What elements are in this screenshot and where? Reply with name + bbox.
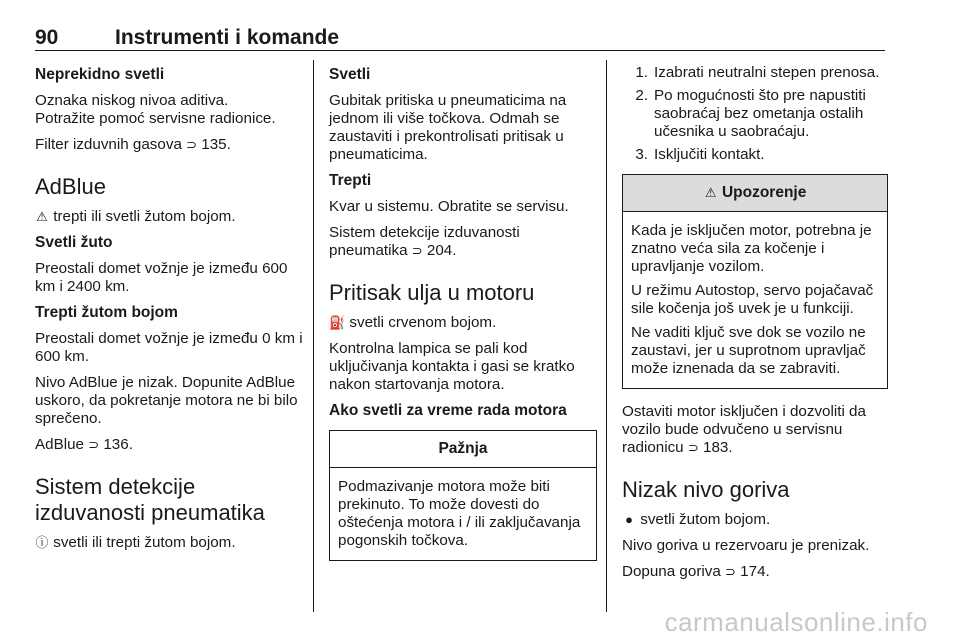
text-adblue-ref: AdBlue	[35, 436, 84, 453]
cross-reference-icon: ⊃	[88, 437, 100, 452]
cross-reference-icon: ⊃	[725, 564, 736, 579]
list-item	[622, 146, 888, 164]
step-number: 3.	[635, 146, 648, 163]
paragraph-blink-yellow-2: Nivo AdBlue je nizak. Dopunite AdBlue uskoro, da pokretanje motora ne bi bilo sprečeno.	[35, 374, 298, 427]
step-text: Izabrati neutralni stepen prenosa.	[654, 64, 880, 81]
adblue-warning-icon: ⚠	[36, 209, 48, 224]
text-tow: Ostaviti motor isključen i dozvoliti da vozilo bude odvučeno u servisnu radionicu	[622, 403, 866, 456]
notice-text: Podmazivanje motora može biti prekinuto. To može dovesti do oštećenja motora i / ili zaključavanja pogonskih točkova.	[338, 478, 581, 549]
warning-box	[622, 174, 888, 389]
paragraph-tpms-intro	[35, 534, 303, 552]
paragraph-fuel-1: Nivo goriva u rezervoaru je prenizak.	[622, 537, 870, 554]
link-page-183[interactable]: 183.	[703, 439, 733, 456]
steps-list	[622, 64, 888, 164]
step-text: Po mogućnosti što pre napustiti saobraćaj bez ometanja ostalih učesnika u saobraćaju.	[654, 87, 866, 140]
list-item	[622, 87, 888, 141]
text-exhaust-filter: Filter izduvnih gasova	[35, 136, 182, 153]
section-title-low-fuel: Nizak nivo goriva	[622, 477, 790, 502]
cross-reference-icon: ⊃	[411, 243, 423, 258]
paragraph-tow	[622, 403, 888, 457]
paragraph-fuel-intro	[622, 511, 888, 529]
warning-heading	[623, 175, 887, 212]
heading-blinks: Trepti	[329, 172, 372, 189]
paragraph-oil-intro	[329, 314, 597, 332]
step-number: 2.	[635, 87, 648, 104]
paragraph-blink-yellow-1: Preostali domet vožnje je između 0 km i 600 km.	[35, 330, 303, 365]
paragraph-lit-yellow: Preostali domet vožnje je između 600 km i 2400 km.	[35, 260, 288, 295]
page-number: 90	[35, 26, 59, 49]
warning-text-2: U režimu Autostop, servo pojačavač sile kočenja još uvek je u funkciji.	[631, 282, 874, 317]
heading-oil-while-running: Ako svetli za vreme rada motora	[329, 402, 567, 419]
oil-can-icon: ⛽	[329, 315, 346, 330]
column-3	[622, 60, 888, 589]
paragraph-blinks-1: Kvar u sistemu. Obratite se servisu.	[329, 198, 569, 215]
notice-body	[330, 468, 596, 560]
chapter-title: Instrumenti i komande	[115, 26, 340, 49]
warning-text-3: Ne vaditi ključ sve dok se vozilo ne zaustavi, jer u suprotnom upravljač može iznenada da se zabraviti.	[631, 324, 866, 377]
paragraph-blinks-2	[329, 224, 597, 260]
paragraph-fuel-2	[622, 563, 888, 581]
list-item	[622, 64, 888, 82]
header-rule	[35, 50, 885, 51]
column-2	[329, 60, 597, 575]
cross-reference-icon: ⊃	[186, 137, 198, 152]
step-number: 1.	[635, 64, 648, 81]
heading-continuously-lit: Neprekidno svetli	[35, 66, 165, 83]
cross-reference-icon: ⊃	[687, 440, 699, 455]
paragraph-adblue-ref	[35, 436, 303, 454]
text-fuel-refill: Dopuna goriva	[622, 563, 721, 580]
paragraph-oil-text: Kontrolna lampica se pali kod uključivanja kontakta i gasi se kratko nakon startovanja motora.	[329, 340, 575, 393]
column-1	[35, 60, 303, 560]
text-fuel-intro: svetli žutom bojom.	[640, 511, 771, 528]
column-divider-2	[606, 60, 607, 612]
heading-lit-yellow: Svetli žuto	[35, 234, 113, 251]
paragraph-exhaust-filter	[35, 136, 303, 154]
link-page-204[interactable]: 204.	[426, 242, 457, 259]
paragraph-adblue-intro	[35, 208, 303, 226]
link-page-174[interactable]: 174.	[740, 563, 770, 580]
tire-pressure-icon: ⓘ	[35, 535, 49, 550]
text-additive-line1: Oznaka niskog nivoa aditiva.	[35, 92, 229, 109]
heading-blink-yellow: Trepti žutom bojom	[35, 304, 178, 321]
notice-heading: Pažnja	[330, 431, 596, 468]
paragraph-lit: Gubitak pritiska u pneumaticima na jednom ili više točkova. Odmah se zaustaviti i prekontrolisati pritisak u pneumaticima.	[329, 92, 567, 163]
watermark: carmanualsonline.info	[664, 607, 928, 637]
section-title-tpms: Sistem detekcije izduvanosti pneumatika	[35, 474, 265, 525]
warning-heading-text: Upozorenje	[721, 184, 807, 201]
paragraph-additive	[35, 92, 303, 128]
text-adblue-intro: trepti ili svetli žutom bojom.	[53, 208, 236, 225]
section-title-oil-pressure: Pritisak ulja u motoru	[329, 280, 535, 305]
text-tpms-intro: svetli ili trepti žutom bojom.	[53, 534, 236, 551]
column-divider-1	[313, 60, 314, 612]
step-text: Isključiti kontakt.	[654, 146, 765, 163]
warning-triangle-icon: ⚠	[704, 185, 717, 200]
warning-body	[623, 212, 887, 388]
text-oil-intro: svetli crvenom bojom.	[349, 314, 497, 331]
link-page-135[interactable]: 135.	[201, 136, 231, 153]
link-page-136[interactable]: 136.	[103, 436, 133, 453]
text-blinks-2: Sistem detekcije izduvanosti pneumatika	[329, 224, 520, 259]
warning-text-1: Kada je isključen motor, potrebna je znatno veća sila za kočenje i upravljanje vozilom.	[631, 222, 872, 275]
text-additive-line2: Potražite pomoć servisne radionice.	[35, 110, 276, 127]
heading-lit: Svetli	[329, 66, 371, 83]
notice-box	[329, 430, 597, 561]
section-title-adblue: AdBlue	[35, 174, 106, 199]
fuel-dot-icon: ●	[625, 512, 633, 527]
